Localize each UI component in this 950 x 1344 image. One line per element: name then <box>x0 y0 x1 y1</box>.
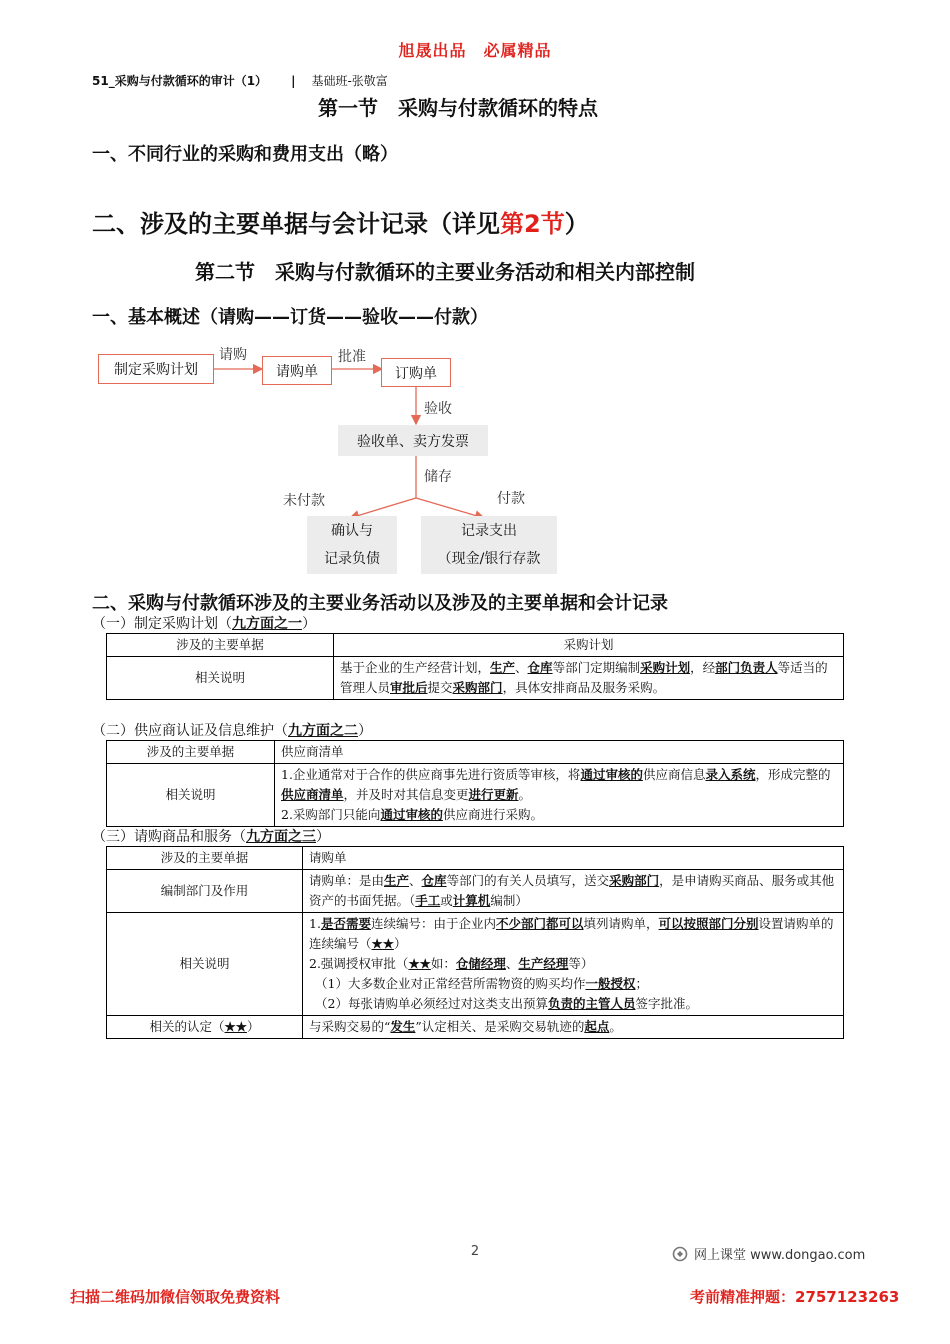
table-cell: 相关的认定（★★） <box>107 1016 303 1039</box>
footer-right-promo: 考前精准押题：2757123263 <box>690 1288 900 1306</box>
list-item: 1.是否需要连续编号：由于企业内不少部门都可以填列请购单，可以按照部门分别设置请购单的连续编号（★★） <box>309 916 834 951</box>
table-cell: 供应商清单 <box>275 741 844 764</box>
flow-label-receive: 验收 <box>424 401 452 417</box>
table-row <box>107 657 844 700</box>
table-row <box>107 741 844 764</box>
flow-label-store: 储存 <box>424 469 452 485</box>
flow-box-order: 订购单 <box>381 358 451 387</box>
section1-title: 第一节 采购与付款循环的特点 <box>318 96 598 120</box>
part2-table <box>106 740 844 827</box>
table-row <box>107 847 844 870</box>
table-cell: 涉及的主要单据 <box>107 741 275 764</box>
flow-box-pay: 记录支出 （现金/银行存款 <box>421 516 557 574</box>
table-cell: 涉及的主要单据 <box>107 847 303 870</box>
list-item: （1）大多数企业对正常经营所需物资的购买均作一般授权； <box>315 976 648 991</box>
list-item: 1.企业通常对于合作的供应商事先进行资质等审核，将通过审核的供应商信息录入系统，形成完整的供应商清单，并及时对其信息变更进行更新。 <box>281 767 831 802</box>
page-number: 2 <box>470 1244 480 1259</box>
section1-item1: 一、不同行业的采购和费用支出（略） <box>92 144 398 165</box>
list-item: （2）每张请购单必须经过对这类支出预算负责的主管人员签字批准。 <box>315 996 698 1011</box>
table-cell: 请购单 <box>303 847 844 870</box>
course-title: 51_采购与付款循环的审计（1） <box>92 74 268 88</box>
flow-label-paid: 付款 <box>497 491 525 507</box>
part1-heading: （一）制定采购计划（九方面之一） <box>92 616 316 632</box>
site-logo: 网上课堂 www.dongao.com <box>672 1244 865 1263</box>
flow-label-unpaid: 未付款 <box>283 493 325 509</box>
table-cell: 采购计划 <box>334 634 844 657</box>
arrow-to-pay <box>416 498 484 518</box>
logo-icon <box>672 1246 688 1262</box>
flow-box-request: 请购单 <box>262 356 332 385</box>
table-cell <box>303 913 844 1016</box>
banner: 旭晟出品 必属精品 <box>398 41 552 60</box>
flow-label-request: 请购 <box>219 347 247 363</box>
table-cell: 相关说明 <box>107 913 303 1016</box>
table-cell: 相关说明 <box>107 764 275 827</box>
list-item: 2.强调授权审批（★★如：仓储经理、生产经理等） <box>309 956 594 971</box>
table-cell: 相关说明 <box>107 657 334 700</box>
table-row <box>107 913 844 1016</box>
section2-title: 第二节 采购与付款循环的主要业务活动和相关内部控制 <box>195 260 695 284</box>
teacher-name: 基础班-张敬富 <box>311 74 388 88</box>
table-cell: 涉及的主要单据 <box>107 634 334 657</box>
table-cell: 基于企业的生产经营计划，生产、仓库等部门定期编制采购计划，经部门负责人等适当的管理人员审批后提交采购部门，具体安排商品及服务采购。 <box>334 657 844 700</box>
section2-item1: 一、基本概述（请购——订货——验收——付款） <box>92 307 488 328</box>
table-row <box>107 870 844 913</box>
course-header <box>92 72 388 89</box>
flow-box-plan: 制定采购计划 <box>98 354 214 384</box>
section-link[interactable]: 第2节 <box>500 210 565 238</box>
section1-item2: 二、涉及的主要单据与会计记录（详见第2节） <box>92 210 589 238</box>
table-cell <box>275 764 844 827</box>
table-row <box>107 634 844 657</box>
header-separator: | <box>291 74 296 88</box>
part3-table <box>106 846 844 1039</box>
part1-table <box>106 633 844 700</box>
table-row <box>107 764 844 827</box>
table-row <box>107 1016 844 1039</box>
flow-box-confirm: 确认与 记录负债 <box>307 516 397 574</box>
flow-box-receive: 验收单、卖方发票 <box>338 425 488 456</box>
part2-heading: （二）供应商认证及信息维护（九方面之二） <box>92 723 372 739</box>
footer-left-promo: 扫描二维码加微信领取免费资料 <box>70 1288 281 1306</box>
arrow-to-confirm <box>350 498 416 518</box>
table-cell: 与采购交易的“发生”认定相关、是采购交易轨迹的起点。 <box>303 1016 844 1039</box>
part3-heading: （三）请购商品和服务（九方面之三） <box>92 829 330 845</box>
table-cell: 请购单：是由生产、仓库等部门的有关人员填写，送交采购部门，是申请购买商品、服务或其他资产的书面凭据。（手工或计算机编制） <box>303 870 844 913</box>
list-item: 2.采购部门只能向通过审核的供应商进行采购。 <box>281 807 543 822</box>
table-cell: 编制部门及作用 <box>107 870 303 913</box>
flow-label-approve: 批准 <box>338 349 366 365</box>
section2-item2: 二、采购与付款循环涉及的主要业务活动以及涉及的主要单据和会计记录 <box>92 593 668 614</box>
